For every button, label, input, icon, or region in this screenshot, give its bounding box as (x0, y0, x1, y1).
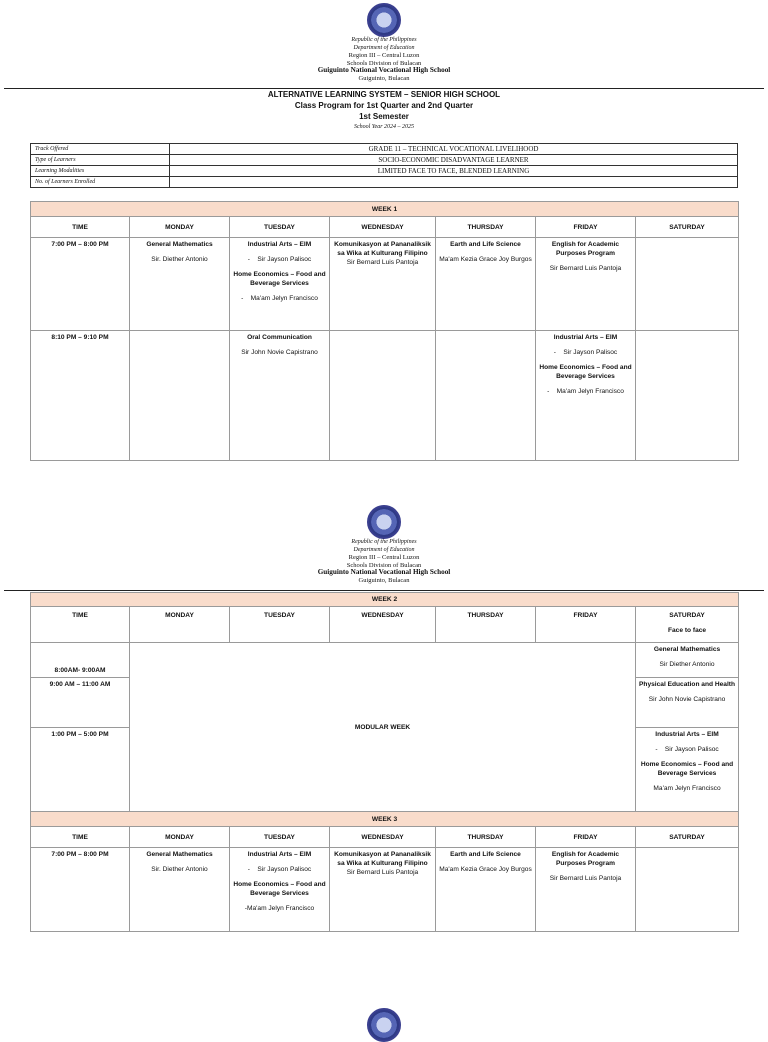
doc-subtitle: Class Program for 1st Quarter and 2nd Quarter (294, 101, 474, 110)
class-cell: Komunikasyon at Pananaliksik sa Wika at Kulturang Filipino Sir Bernard Luis Pantoja (330, 848, 436, 932)
republic-line: Republic of the Philippines (351, 539, 417, 545)
info-row (31, 144, 738, 155)
class-cell: Industrial Arts – EIM - Sir Jayson Palisoc Home Economics – Food and Beverage Services -Ma'am Jelyn Francisco (230, 848, 330, 932)
time-cell: 8:00AM- 9:00AM (31, 643, 130, 678)
day-header: THURSDAY (436, 217, 536, 238)
time-cell: 7:00 PM – 8:00 PM (31, 238, 130, 331)
class-cell: Industrial Arts – EIM - Sir Jayson Palisoc Home Economics – Food and Beverage Services - Ma'am Jelyn Francisco (536, 331, 636, 461)
class-cell: Physical Education and Health Sir John Novie Capistrano (636, 678, 739, 728)
day-header: TUESDAY (230, 827, 330, 848)
info-row (31, 155, 738, 166)
info-label: No. of Learners Enrolled (31, 177, 170, 188)
day-header: WEDNESDAY (330, 827, 436, 848)
class-cell (130, 331, 230, 461)
class-cell: General Mathematics Sir. Diether Antonio (130, 848, 230, 932)
week-label: WEEK 2 (31, 593, 739, 607)
day-header: TIME (31, 827, 130, 848)
table-row (31, 331, 739, 461)
info-row (31, 177, 738, 188)
day-header: TIME (31, 217, 130, 238)
week-label: WEEK 1 (31, 202, 739, 217)
week2-week3-schedule (30, 592, 739, 932)
letterhead (0, 3, 768, 82)
week1-schedule (30, 201, 739, 461)
class-cell: Earth and Life Science Ma'am Kezia Grace Joy Burgos (436, 848, 536, 932)
day-header: SATURDAY (636, 827, 739, 848)
time-cell: 7:00 PM – 8:00 PM (31, 848, 130, 932)
table-row (31, 238, 739, 331)
day-header: MONDAY (130, 827, 230, 848)
info-value: GRADE 11 – TECHNICAL VOCATIONAL LIVELIHOOD (170, 144, 738, 155)
info-label: Learning Modalities (31, 166, 170, 177)
day-header: TUESDAY (230, 217, 330, 238)
class-cell (636, 238, 739, 331)
class-cell: Industrial Arts – EIM - Sir Jayson Palisoc Home Economics – Food and Beverage Services - Ma'am Jelyn Francisco (230, 238, 330, 331)
info-value: LIMITED FACE TO FACE, BLENDED LEARNING (170, 166, 738, 177)
doc-title: ALTERNATIVE LEARNING SYSTEM – SENIOR HIGH SCHOOL (267, 90, 501, 99)
class-cell (436, 331, 536, 461)
class-cell: General Mathematics Sir. Diether Antonio (130, 238, 230, 331)
division-line: Schools Division of Bulacan (346, 561, 422, 569)
day-header: WEDNESDAY (330, 607, 436, 643)
class-cell (636, 848, 739, 932)
class-cell: Komunikasyon at Pananaliksik sa Wika at Kulturang Filipino Sir Bernard Luis Pantoja (330, 238, 436, 331)
school-year: School Year 2024 – 2025 (353, 124, 415, 130)
info-value (170, 177, 738, 188)
day-header: SATURDAY Face to face (636, 607, 739, 643)
day-header: FRIDAY (536, 607, 636, 643)
week-label: WEEK 3 (31, 812, 739, 827)
day-header: FRIDAY (536, 827, 636, 848)
day-header: SATURDAY (636, 217, 739, 238)
school-name: Guiguinto National Vocational High School (317, 66, 451, 74)
class-cell (330, 331, 436, 461)
class-cell: English for Academic Purposes Program Sir Bernard Luis Pantoja (536, 238, 636, 331)
header-rule (4, 590, 764, 591)
program-info-table (30, 143, 738, 188)
info-value: SOCIO-ECONOMIC DISADVANTAGE LEARNER (170, 155, 738, 166)
day-header: TUESDAY (230, 607, 330, 643)
class-cell (636, 331, 739, 461)
time-cell: 8:10 PM – 9:10 PM (31, 331, 130, 461)
day-header: WEDNESDAY (330, 217, 436, 238)
day-header: THURSDAY (436, 827, 536, 848)
info-row (31, 166, 738, 177)
school-name: Guiguinto National Vocational High School (317, 568, 451, 576)
school-address: Guiguinto, Bulacan (358, 576, 410, 584)
table-row (31, 848, 739, 932)
region-line: Region III – Central Luzon (348, 554, 420, 561)
info-label: Type of Learners (31, 155, 170, 166)
modular-week-cell: MODULAR WEEK (130, 643, 636, 812)
deped-seal-icon (367, 1008, 401, 1042)
day-header: MONDAY (130, 607, 230, 643)
region-line: Region III – Central Luzon (348, 52, 420, 59)
class-cell: Earth and Life Science Ma'am Kezia Grace Joy Burgos (436, 238, 536, 331)
time-cell: 1:00 PM – 5:00 PM (31, 728, 130, 812)
day-header: TIME (31, 607, 130, 643)
division-line: Schools Division of Bulacan (346, 59, 422, 67)
face-to-face-note: Face to face (667, 627, 707, 634)
day-header: FRIDAY (536, 217, 636, 238)
semester: 1st Semester (359, 112, 409, 121)
class-cell: General Mathematics Sir Diether Antonio (636, 643, 739, 678)
school-address: Guiguinto, Bulacan (358, 74, 410, 82)
info-label: Track Offered (31, 144, 170, 155)
time-cell: 9:00 AM – 11:00 AM (31, 678, 130, 728)
day-header: THURSDAY (436, 607, 536, 643)
department-line: Department of Education (353, 44, 415, 51)
department-line: Department of Education (353, 546, 415, 553)
republic-line: Republic of the Philippines (351, 37, 417, 43)
deped-seal-icon (367, 3, 401, 37)
letterhead-next-page (0, 1008, 768, 1042)
table-row (31, 643, 739, 678)
letterhead (0, 505, 768, 584)
deped-seal-icon (367, 505, 401, 539)
day-header: MONDAY (130, 217, 230, 238)
class-cell: Oral Communication Sir John Novie Capistrano (230, 331, 330, 461)
class-cell: English for Academic Purposes Program Sir Bernard Luis Pantoja (536, 848, 636, 932)
class-cell: Industrial Arts – EIM - Sir Jayson Palisoc Home Economics – Food and Beverage Services Ma'am Jelyn Francisco (636, 728, 739, 812)
